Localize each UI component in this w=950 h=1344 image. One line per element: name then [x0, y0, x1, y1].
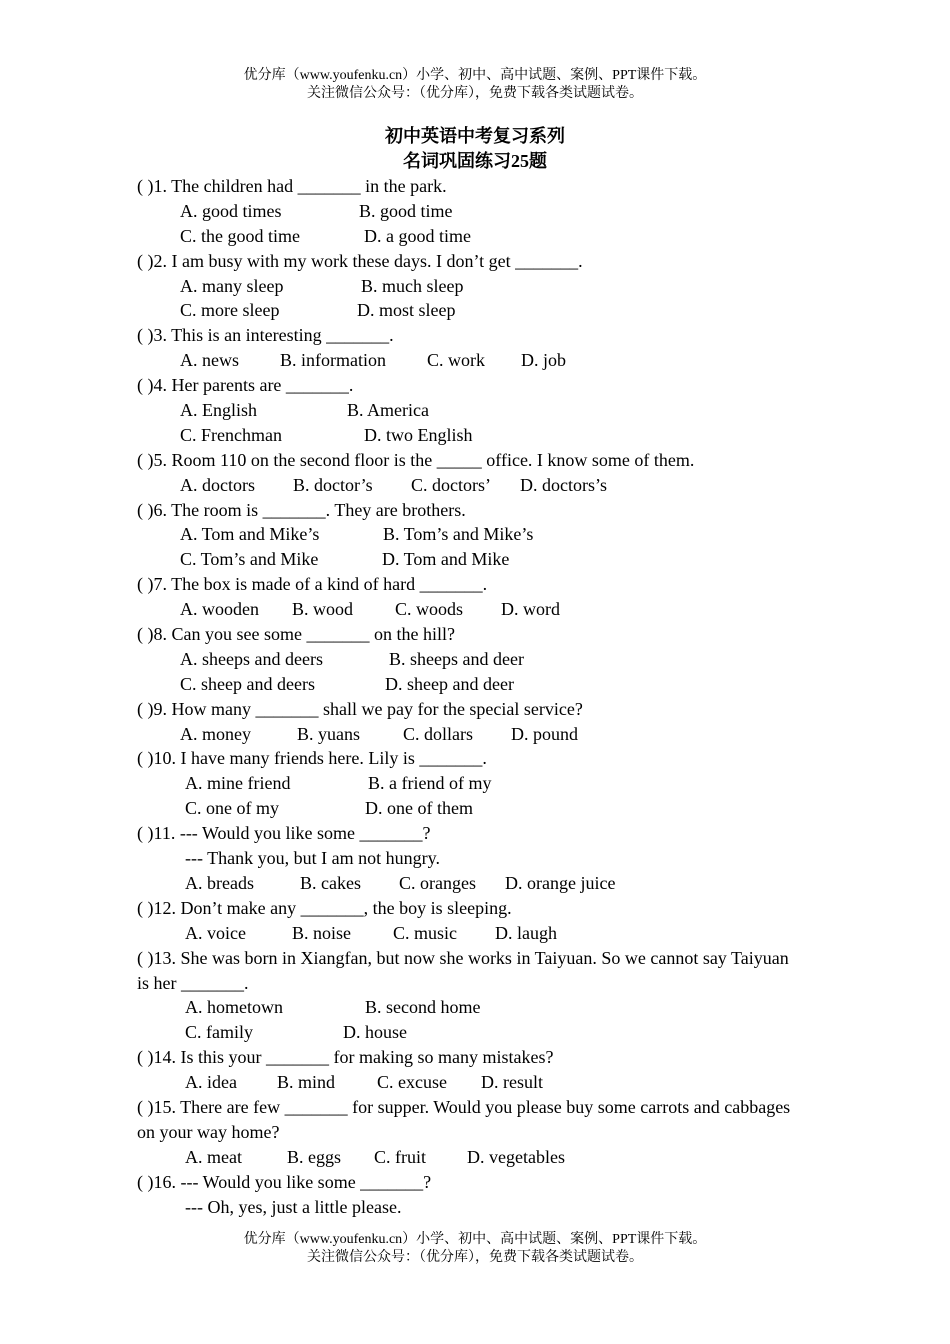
answer-option[interactable]: B. doctor’s: [293, 474, 373, 495]
answer-option[interactable]: A. good times: [180, 200, 282, 221]
option-row: [137, 722, 797, 747]
question-stem: ( )2. I am busy with my work these days. I don’t get _______.: [137, 250, 583, 271]
question-stem: ( )1. The children had _______ in the park.: [137, 176, 447, 196]
option-row: [137, 423, 797, 448]
answer-option[interactable]: D. doctors’s: [520, 474, 607, 495]
answer-option[interactable]: A. Tom and Mike’s: [180, 524, 320, 545]
answer-option[interactable]: D. orange juice: [505, 872, 616, 893]
answer-option[interactable]: A. doctors: [180, 474, 255, 495]
question-14: [137, 1045, 797, 1095]
answer-option[interactable]: D. one of them: [365, 798, 473, 819]
answer-option[interactable]: C. work: [427, 350, 485, 371]
option-row: [137, 921, 797, 946]
answer-option[interactable]: A. wooden: [180, 599, 259, 620]
answer-option[interactable]: A. hometown: [185, 997, 283, 1018]
option-row: [137, 1145, 797, 1170]
option-row: [137, 199, 797, 224]
answer-option[interactable]: A. breads: [185, 872, 254, 893]
option-row: [137, 1070, 797, 1095]
question-stem: ( )6. The room is _______. They are brothers.: [137, 499, 466, 520]
question-stem: ( )8. Can you see some _______ on the hill?: [137, 624, 455, 645]
option-row: [137, 398, 797, 423]
option-row: [137, 796, 797, 821]
question-stem: ( )12. Don’t make any _______, the boy is sleeping.: [137, 897, 512, 918]
question-list: [137, 174, 797, 1219]
answer-option[interactable]: B. much sleep: [361, 275, 464, 296]
question-dialogue-line: --- Thank you, but I am not hungry.: [185, 848, 440, 869]
question-15: [137, 1095, 797, 1170]
answer-option[interactable]: C. Tom’s and Mike: [180, 549, 319, 570]
option-row: [137, 871, 797, 896]
option-row: [137, 473, 797, 498]
answer-option[interactable]: A. mine friend: [185, 773, 291, 794]
answer-option[interactable]: C. excuse: [377, 1072, 447, 1093]
question-stem: ( )13. She was born in Xiangfan, but now she works in Taiyuan. So we cannot say Taiyuan is her _______.: [137, 947, 789, 993]
page-header: [0, 67, 950, 103]
header-line-2: 关注微信公众号：（优分库），免费下载各类试题试卷。: [307, 86, 643, 101]
title-subtitle: 名词巩固练习25题: [403, 151, 547, 171]
answer-option[interactable]: B. a friend of my: [368, 773, 492, 794]
answer-option[interactable]: A. English: [180, 400, 258, 421]
answer-option[interactable]: B. America: [347, 400, 429, 421]
answer-option[interactable]: D. word: [501, 599, 560, 620]
answer-option[interactable]: D. Tom and Mike: [382, 549, 510, 570]
answer-option[interactable]: D. two English: [364, 424, 473, 445]
footer-line-2: 关注微信公众号：（优分库），免费下载各类试题试卷。: [307, 1250, 643, 1265]
option-row: [137, 522, 797, 547]
question-stem: ( )14. Is this your _______ for making so many mistakes?: [137, 1047, 554, 1068]
footer-line-1: 优分库（www.youfenku.cn）小学、初中、高中试题、案例、PPT课件下载。: [243, 1232, 707, 1247]
answer-option[interactable]: B. Tom’s and Mike’s: [383, 524, 534, 545]
question-6: [137, 498, 797, 573]
answer-option[interactable]: A. money: [180, 723, 251, 744]
answer-option[interactable]: C. family: [185, 1022, 253, 1043]
answer-option[interactable]: C. one of my: [185, 798, 279, 819]
question-stem: ( )9. How many _______ shall we pay for the special service?: [137, 698, 583, 719]
question-stem: ( )11. --- Would you like some _______?: [137, 823, 431, 844]
question-stem: ( )15. There are few _______ for supper. Would you please buy some carrots and cabbages on your way home?: [137, 1096, 791, 1142]
question-3: [137, 323, 797, 373]
answer-option[interactable]: C. fruit: [374, 1146, 426, 1167]
answer-option[interactable]: C. oranges: [399, 872, 476, 893]
option-row: [137, 771, 797, 796]
answer-option[interactable]: D. vegetables: [467, 1146, 565, 1167]
option-row: [137, 348, 797, 373]
question-8: [137, 622, 797, 697]
answer-option[interactable]: C. more sleep: [180, 300, 280, 321]
header-line-1: 优分库（www.youfenku.cn）小学、初中、高中试题、案例、PPT课件下载。: [243, 68, 707, 83]
answer-option[interactable]: D. a good time: [364, 225, 471, 246]
answer-option[interactable]: A. sheeps and deers: [180, 648, 323, 669]
title-series: 初中英语中考复习系列: [385, 126, 565, 146]
answer-option[interactable]: C. the good time: [180, 225, 300, 246]
question-stem: ( )10. I have many friends here. Lily is _______.: [137, 748, 487, 769]
question-stem: ( )16. --- Would you like some _______?: [137, 1171, 432, 1192]
answer-option[interactable]: C. music: [393, 922, 458, 943]
question-7: [137, 572, 797, 622]
answer-option[interactable]: A. news: [180, 350, 239, 371]
answer-option[interactable]: B. yuans: [297, 723, 360, 744]
answer-option[interactable]: D. job: [521, 350, 566, 371]
answer-option[interactable]: C. doctors’: [411, 474, 491, 495]
answer-option[interactable]: D. result: [481, 1072, 543, 1093]
answer-option[interactable]: A. meat: [185, 1146, 242, 1167]
answer-option[interactable]: B. second home: [365, 997, 481, 1018]
answer-option[interactable]: A. idea: [185, 1072, 237, 1093]
question-dialogue-line: --- Oh, yes, just a little please.: [185, 1196, 402, 1217]
answer-option[interactable]: D. sheep and deer: [385, 673, 514, 694]
answer-option[interactable]: B. eggs: [287, 1146, 341, 1167]
page-footer: [0, 1231, 950, 1267]
question-2: [137, 249, 797, 324]
option-row: [137, 274, 797, 299]
answer-option[interactable]: B. wood: [292, 599, 354, 620]
question-stem: ( )4. Her parents are _______.: [137, 375, 354, 396]
option-row: [137, 1020, 797, 1045]
question-1: [137, 174, 797, 249]
answer-option[interactable]: B. mind: [277, 1072, 336, 1093]
answer-option[interactable]: D. pound: [511, 723, 578, 744]
answer-option[interactable]: B. information: [280, 350, 386, 371]
answer-option[interactable]: C. dollars: [403, 723, 473, 744]
answer-option[interactable]: C. sheep and deers: [180, 673, 315, 694]
answer-option[interactable]: C. Frenchman: [180, 424, 282, 445]
answer-option[interactable]: B. noise: [292, 922, 352, 943]
answer-option[interactable]: B. good time: [359, 200, 453, 221]
document-title: [0, 124, 950, 174]
question-5: [137, 448, 797, 498]
question-4: [137, 373, 797, 448]
option-row: [137, 647, 797, 672]
question-9: [137, 697, 797, 747]
option-row: [137, 995, 797, 1020]
answer-option[interactable]: D. house: [343, 1022, 407, 1043]
option-row: [137, 298, 797, 323]
answer-option[interactable]: D. most sleep: [357, 300, 456, 321]
option-row: [137, 224, 797, 249]
answer-option[interactable]: A. many sleep: [180, 275, 284, 296]
question-stem: ( )3. This is an interesting _______.: [137, 325, 394, 346]
answer-option[interactable]: A. voice: [185, 922, 246, 943]
answer-option[interactable]: B. sheeps and deer: [389, 648, 524, 669]
question-13: [137, 946, 797, 1046]
question-stem: ( )5. Room 110 on the second floor is the _____ office. I know some of them.: [137, 449, 695, 470]
option-row: [137, 547, 797, 572]
question-10: [137, 746, 797, 821]
answer-option[interactable]: B. cakes: [300, 872, 361, 893]
answer-option[interactable]: C. woods: [395, 599, 464, 620]
question-stem: ( )7. The box is made of a kind of hard _______.: [137, 574, 488, 595]
option-row: [137, 672, 797, 697]
question-16: [137, 1170, 797, 1220]
question-11: [137, 821, 797, 896]
answer-option[interactable]: D. laugh: [495, 922, 557, 943]
question-12: [137, 896, 797, 946]
option-row: [137, 597, 797, 622]
